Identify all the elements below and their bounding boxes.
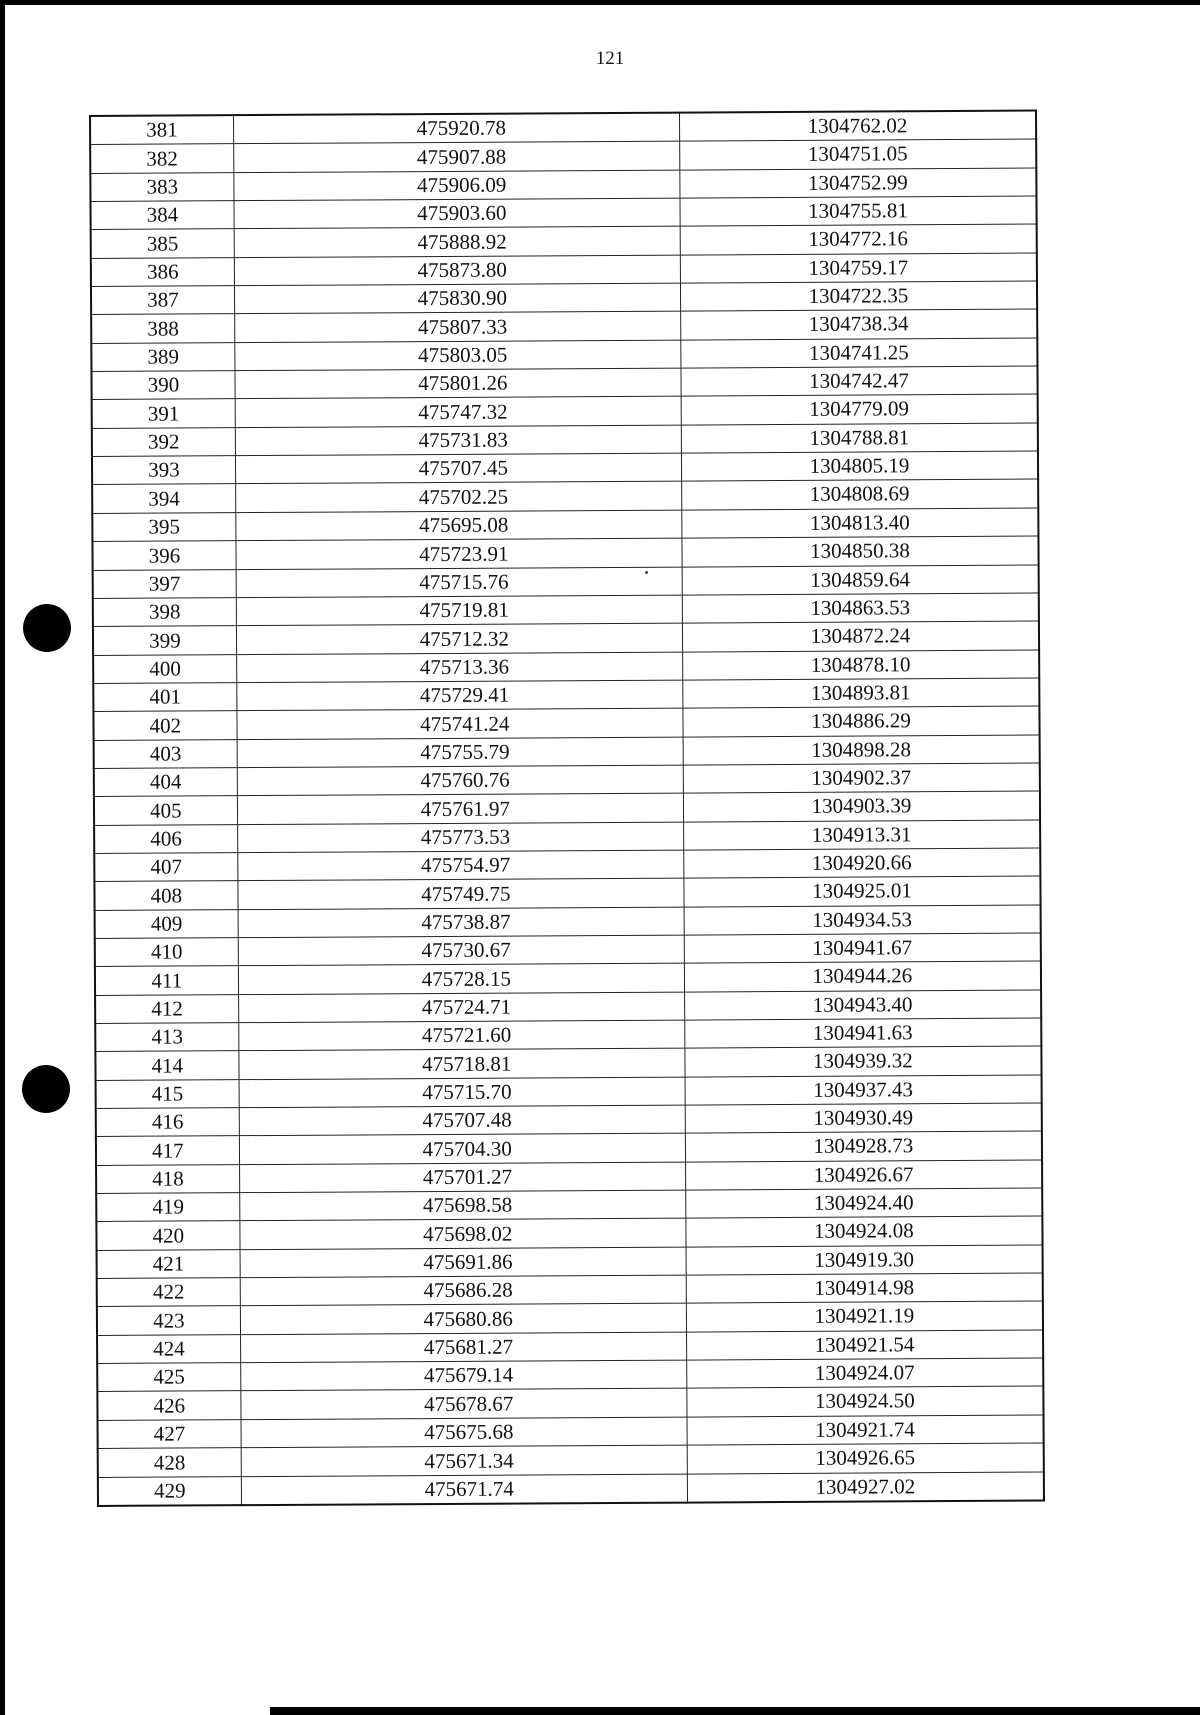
x-coordinate-cell: 475747.32 bbox=[235, 397, 681, 428]
x-coordinate-cell: 475749.75 bbox=[238, 878, 684, 909]
x-coordinate-cell: 475807.33 bbox=[234, 312, 680, 343]
point-number-cell: 391 bbox=[92, 399, 235, 428]
y-coordinate-cell: 1304752.99 bbox=[680, 168, 1037, 198]
y-coordinate-cell: 1304925.01 bbox=[684, 876, 1041, 906]
y-coordinate-cell: 1304805.19 bbox=[681, 451, 1038, 481]
y-coordinate-cell: 1304926.65 bbox=[687, 1443, 1044, 1473]
point-number-cell: 403 bbox=[94, 739, 237, 768]
point-number-cell: 382 bbox=[90, 144, 233, 173]
y-coordinate-cell: 1304742.47 bbox=[681, 366, 1038, 396]
x-coordinate-cell: 475873.80 bbox=[234, 255, 680, 286]
y-coordinate-cell: 1304741.25 bbox=[681, 338, 1038, 368]
y-coordinate-cell: 1304939.32 bbox=[685, 1046, 1042, 1076]
point-number-cell: 413 bbox=[95, 1023, 238, 1052]
y-coordinate-cell: 1304808.69 bbox=[681, 480, 1038, 510]
x-coordinate-cell: 475680.86 bbox=[240, 1304, 686, 1335]
y-coordinate-cell: 1304919.30 bbox=[686, 1245, 1043, 1275]
y-coordinate-cell: 1304921.54 bbox=[686, 1330, 1043, 1360]
x-coordinate-cell: 475671.34 bbox=[241, 1445, 687, 1476]
point-number-cell: 421 bbox=[97, 1249, 240, 1278]
point-number-cell: 419 bbox=[96, 1193, 239, 1222]
point-number-cell: 392 bbox=[92, 427, 235, 456]
x-coordinate-cell: 475675.68 bbox=[241, 1417, 687, 1448]
x-coordinate-cell: 475730.67 bbox=[238, 935, 684, 966]
y-coordinate-cell: 1304850.38 bbox=[682, 536, 1039, 566]
point-number-cell: 427 bbox=[98, 1419, 241, 1448]
x-coordinate-cell: 475707.48 bbox=[239, 1105, 685, 1136]
x-coordinate-cell: 475704.30 bbox=[239, 1133, 685, 1164]
x-coordinate-cell: 475719.81 bbox=[236, 595, 682, 626]
point-number-cell: 422 bbox=[97, 1278, 240, 1307]
y-coordinate-cell: 1304927.02 bbox=[687, 1472, 1044, 1503]
y-coordinate-cell: 1304903.39 bbox=[683, 791, 1040, 821]
scan-edge-top bbox=[0, 0, 1200, 5]
x-coordinate-cell: 475731.83 bbox=[235, 425, 681, 456]
point-number-cell: 408 bbox=[94, 881, 237, 910]
y-coordinate-cell: 1304941.67 bbox=[684, 933, 1041, 963]
x-coordinate-cell: 475773.53 bbox=[237, 822, 683, 853]
point-number-cell: 394 bbox=[92, 484, 235, 513]
x-coordinate-cell: 475907.88 bbox=[233, 141, 679, 172]
point-number-cell: 406 bbox=[94, 824, 237, 853]
x-coordinate-cell: 475903.60 bbox=[234, 198, 680, 229]
y-coordinate-cell: 1304924.08 bbox=[686, 1216, 1043, 1246]
x-coordinate-cell: 475803.05 bbox=[235, 340, 681, 371]
point-number-cell: 412 bbox=[95, 994, 238, 1023]
x-coordinate-cell: 475738.87 bbox=[238, 907, 684, 938]
x-coordinate-cell: 475707.45 bbox=[235, 453, 681, 484]
y-coordinate-cell: 1304738.34 bbox=[681, 309, 1038, 339]
coordinate-table-body bbox=[90, 111, 1044, 1506]
y-coordinate-cell: 1304893.81 bbox=[683, 678, 1040, 708]
point-number-cell: 424 bbox=[97, 1334, 240, 1363]
y-coordinate-cell: 1304926.67 bbox=[685, 1160, 1042, 1190]
point-number-cell: 386 bbox=[91, 257, 234, 286]
coordinate-table bbox=[89, 110, 1045, 1507]
x-coordinate-cell: 475754.97 bbox=[238, 850, 684, 881]
point-number-cell: 404 bbox=[94, 768, 237, 797]
y-coordinate-cell: 1304872.24 bbox=[682, 621, 1039, 651]
point-number-cell: 429 bbox=[98, 1476, 241, 1506]
punch-hole-bottom bbox=[22, 1065, 70, 1113]
x-coordinate-cell: 475723.91 bbox=[236, 538, 682, 569]
x-coordinate-cell: 475920.78 bbox=[233, 113, 679, 144]
y-coordinate-cell: 1304924.07 bbox=[687, 1358, 1044, 1388]
y-coordinate-cell: 1304751.05 bbox=[680, 139, 1037, 169]
x-coordinate-cell: 475830.90 bbox=[234, 283, 680, 314]
x-coordinate-cell: 475695.08 bbox=[236, 510, 682, 541]
y-coordinate-cell: 1304943.40 bbox=[684, 990, 1041, 1020]
y-coordinate-cell: 1304921.74 bbox=[687, 1415, 1044, 1445]
y-coordinate-cell: 1304914.98 bbox=[686, 1273, 1043, 1303]
point-number-cell: 387 bbox=[91, 286, 234, 315]
point-number-cell: 397 bbox=[93, 569, 236, 598]
y-coordinate-cell: 1304902.37 bbox=[683, 763, 1040, 793]
x-coordinate-cell: 475712.32 bbox=[236, 623, 682, 654]
point-number-cell: 420 bbox=[96, 1221, 239, 1250]
point-number-cell: 393 bbox=[92, 456, 235, 485]
x-coordinate-cell: 475724.71 bbox=[238, 992, 684, 1023]
point-number-cell: 423 bbox=[97, 1306, 240, 1335]
y-coordinate-cell: 1304886.29 bbox=[683, 706, 1040, 736]
x-coordinate-cell: 475681.27 bbox=[240, 1332, 686, 1363]
point-number-cell: 396 bbox=[92, 541, 235, 570]
y-coordinate-cell: 1304924.40 bbox=[686, 1188, 1043, 1218]
page-number: 121 bbox=[595, 48, 625, 69]
y-coordinate-cell: 1304878.10 bbox=[682, 650, 1039, 680]
y-coordinate-cell: 1304913.31 bbox=[683, 820, 1040, 850]
y-coordinate-cell: 1304859.64 bbox=[682, 565, 1039, 595]
y-coordinate-cell: 1304772.16 bbox=[680, 224, 1037, 254]
point-number-cell: 415 bbox=[96, 1079, 239, 1108]
x-coordinate-cell: 475691.86 bbox=[240, 1247, 686, 1278]
y-coordinate-cell: 1304937.43 bbox=[685, 1075, 1042, 1105]
point-number-cell: 401 bbox=[93, 683, 236, 712]
y-coordinate-cell: 1304921.19 bbox=[686, 1301, 1043, 1331]
point-number-cell: 388 bbox=[91, 314, 234, 343]
point-number-cell: 425 bbox=[97, 1363, 240, 1392]
y-coordinate-cell: 1304762.02 bbox=[679, 111, 1036, 142]
x-coordinate-cell: 475721.60 bbox=[238, 1020, 684, 1051]
point-number-cell: 383 bbox=[90, 172, 233, 201]
x-coordinate-cell: 475906.09 bbox=[234, 170, 680, 201]
point-number-cell: 390 bbox=[91, 371, 234, 400]
x-coordinate-cell: 475715.76 bbox=[236, 567, 682, 598]
scan-edge-left bbox=[0, 0, 5, 1715]
y-coordinate-cell: 1304930.49 bbox=[685, 1103, 1042, 1133]
x-coordinate-cell: 475755.79 bbox=[237, 737, 683, 768]
point-number-cell: 405 bbox=[94, 796, 237, 825]
x-coordinate-cell: 475715.70 bbox=[239, 1077, 685, 1108]
x-coordinate-cell: 475702.25 bbox=[235, 482, 681, 513]
y-coordinate-cell: 1304779.09 bbox=[681, 394, 1038, 424]
x-coordinate-cell: 475801.26 bbox=[235, 368, 681, 399]
point-number-cell: 417 bbox=[96, 1136, 239, 1165]
point-number-cell: 411 bbox=[95, 966, 238, 995]
point-number-cell: 400 bbox=[93, 654, 236, 683]
y-coordinate-cell: 1304924.50 bbox=[687, 1386, 1044, 1416]
x-coordinate-cell: 475718.81 bbox=[239, 1048, 685, 1079]
y-coordinate-cell: 1304813.40 bbox=[682, 508, 1039, 538]
point-number-cell: 384 bbox=[90, 201, 233, 230]
y-coordinate-cell: 1304759.17 bbox=[680, 253, 1037, 283]
x-coordinate-cell: 475679.14 bbox=[240, 1360, 686, 1391]
x-coordinate-cell: 475761.97 bbox=[237, 793, 683, 824]
y-coordinate-cell: 1304755.81 bbox=[680, 196, 1037, 226]
point-number-cell: 418 bbox=[96, 1164, 239, 1193]
x-coordinate-cell: 475728.15 bbox=[238, 963, 684, 994]
y-coordinate-cell: 1304722.35 bbox=[680, 281, 1037, 311]
x-coordinate-cell: 475713.36 bbox=[236, 652, 682, 683]
x-coordinate-cell: 475678.67 bbox=[241, 1389, 687, 1420]
y-coordinate-cell: 1304944.26 bbox=[684, 961, 1041, 991]
x-coordinate-cell: 475741.24 bbox=[237, 708, 683, 739]
y-coordinate-cell: 1304934.53 bbox=[684, 905, 1041, 935]
point-number-cell: 399 bbox=[93, 626, 236, 655]
x-coordinate-cell: 475729.41 bbox=[237, 680, 683, 711]
y-coordinate-cell: 1304920.66 bbox=[684, 848, 1041, 878]
x-coordinate-cell: 475671.74 bbox=[241, 1474, 687, 1505]
point-number-cell: 385 bbox=[91, 229, 234, 258]
y-coordinate-cell: 1304941.63 bbox=[685, 1018, 1042, 1048]
point-number-cell: 389 bbox=[91, 342, 234, 371]
point-number-cell: 416 bbox=[96, 1108, 239, 1137]
table-row bbox=[98, 1472, 1044, 1506]
point-number-cell: 409 bbox=[95, 909, 238, 938]
x-coordinate-cell: 475888.92 bbox=[234, 226, 680, 257]
point-number-cell: 407 bbox=[94, 853, 237, 882]
punch-hole-top bbox=[23, 604, 71, 652]
point-number-cell: 414 bbox=[95, 1051, 238, 1080]
x-coordinate-cell: 475760.76 bbox=[237, 765, 683, 796]
point-number-cell: 395 bbox=[92, 512, 235, 541]
y-coordinate-cell: 1304898.28 bbox=[683, 735, 1040, 765]
y-coordinate-cell: 1304863.53 bbox=[682, 593, 1039, 623]
y-coordinate-cell: 1304928.73 bbox=[685, 1131, 1042, 1161]
x-coordinate-cell: 475701.27 bbox=[239, 1162, 685, 1193]
x-coordinate-cell: 475698.02 bbox=[240, 1218, 686, 1249]
point-number-cell: 398 bbox=[93, 598, 236, 627]
x-coordinate-cell: 475686.28 bbox=[240, 1275, 686, 1306]
point-number-cell: 381 bbox=[90, 115, 233, 145]
point-number-cell: 410 bbox=[95, 938, 238, 967]
point-number-cell: 428 bbox=[98, 1448, 241, 1477]
scan-edge-bottom bbox=[270, 1707, 1200, 1715]
x-coordinate-cell: 475698.58 bbox=[239, 1190, 685, 1221]
point-number-cell: 402 bbox=[93, 711, 236, 740]
y-coordinate-cell: 1304788.81 bbox=[681, 423, 1038, 453]
point-number-cell: 426 bbox=[97, 1391, 240, 1420]
